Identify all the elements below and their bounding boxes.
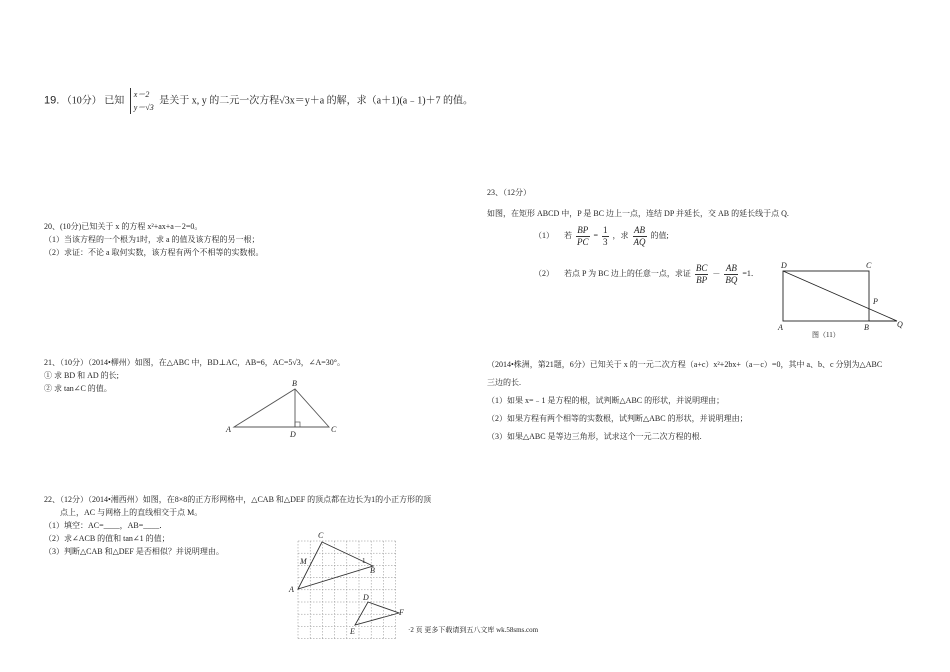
label-c: C xyxy=(331,425,337,434)
rect-label-c: C xyxy=(866,261,872,270)
rect-label-q: Q xyxy=(897,320,903,329)
part-2-text: 若点 P 为 BC 边上的任意一点，求证 xyxy=(564,269,691,278)
question-22-part-2: （2）求∠ACB 的值和 tan∠1 的值； xyxy=(44,534,170,543)
question-21-title: 21、（10分）（2014•柳州）如图，在△ABC 中，BD⊥AC，AB=6，AC=5√3，∠A=30°。 xyxy=(44,358,345,367)
question-22-title: 22、（12分）（2014•湘西州）如图，在8×8的正方形网格中，△CAB 和△DEF 的顶点都在边长为1的小正方形的顶 xyxy=(44,495,432,504)
question-22-title-cont: 点上，AC 与网格上的直线相交于点 M。 xyxy=(60,508,203,517)
question-24-part-2: （2）如果方程有两个相等的实数根，试判断△ABC 的形状，并说明理由； xyxy=(487,414,748,423)
grid-label-b: B xyxy=(370,566,375,575)
label-a: A xyxy=(226,425,231,434)
system-line-2: y＝√3 xyxy=(133,103,154,112)
part-1-mid: ，求 xyxy=(612,231,629,240)
fraction-ab-aq: $\frac{AB}{AQ}$ xyxy=(633,224,646,247)
question-22-part-1: （1）填空：AC=____，AB=____． xyxy=(44,521,168,530)
system-line-1: x＝2 xyxy=(133,90,150,99)
question-23-stem: 如图，在矩形 ABCD 中，P 是 BC 边上一点，连结 DP 并延长，交 AB 的延长线于点 Q. xyxy=(487,209,789,218)
question-19-score: （10分） xyxy=(61,95,102,107)
rect-label-a: A xyxy=(778,323,783,332)
question-20-part-1: （1）当该方程的一个根为1时，求 a 的值及该方程的另一根； xyxy=(44,235,260,244)
fraction-ab-bq: $\frac{AB}{BQ}$ xyxy=(725,262,738,285)
part-2-end: =1． xyxy=(742,269,759,278)
grid-label-d: D xyxy=(363,593,369,602)
question-24 xyxy=(487,356,882,446)
fraction-1-3: $\frac{1}{3}$ xyxy=(603,224,608,247)
question-19-text: 是关于 x, y 的二元一次方程√3x＝y＋a 的解，求（a＋1)(a﹣1)＋7 的值。 xyxy=(159,95,474,107)
rect-label-p: P xyxy=(873,297,878,306)
question-20-part-2: （2）求证：不论 a 取何实数，该方程有两个不相等的实数根。 xyxy=(44,248,264,257)
part-2-label: （2） xyxy=(534,269,554,278)
question-19-number: 19. xyxy=(44,94,60,107)
rect-label-d: D xyxy=(781,261,787,270)
part-1-label: （1） xyxy=(534,231,554,240)
question-24-title-cont: 三边的长. xyxy=(487,378,521,387)
question-20-title: 20、(10分)已知关于 x 的方程 x²+ax+a－2=0。 xyxy=(44,222,203,231)
fraction-bc-bp: $\frac{BC}{BP}$ xyxy=(695,262,708,285)
angle-1-label: 1 xyxy=(362,557,366,565)
label-d: D xyxy=(290,430,296,439)
equals-sign: = xyxy=(593,231,599,240)
question-23-title: 23、（12分） xyxy=(487,188,531,197)
part-1-if: 若 xyxy=(564,231,572,240)
part-1-end: 的值; xyxy=(650,231,669,240)
grid-label-e: E xyxy=(350,627,355,636)
label-b: B xyxy=(292,379,297,388)
figure-caption: 图（11） xyxy=(812,331,840,339)
page-footer: ·2 页 更多下载请到五八文库 wk.58sms.com xyxy=(408,626,539,634)
grid-label-f: F xyxy=(399,608,404,617)
question-24-part-1: （1）如果 x=﹣1 是方程的根，试判断△ABC 的形状，并说明理由； xyxy=(487,396,725,405)
grid-label-m: M xyxy=(300,557,307,566)
question-21-part-2: ② 求 tan∠C 的值。 xyxy=(44,384,112,393)
minus-sign: － xyxy=(712,269,721,278)
fraction-bp-pc: $\frac{BP}{PC}$ xyxy=(577,224,589,247)
question-22-part-3: （3）判断△CAB 和△DEF 是否相似？并说明理由。 xyxy=(44,547,224,556)
rect-label-b: B xyxy=(864,323,869,332)
question-24-part-3: （3）如果△ABC 是等边三角形，试求这个一元二次方程的根. xyxy=(487,432,702,441)
grid-label-a: A xyxy=(289,585,294,594)
grid-label-c: C xyxy=(318,531,324,540)
question-21-part-1: ① 求 BD 和 AD 的长; xyxy=(44,371,119,380)
question-19-lead: 已知 xyxy=(104,95,125,107)
question-24-title: （2014•株洲，第21题，6分）已知关于 x 的一元二次方程（a+c）x²+2bx+（a－c）=0，其中 a、b、c 分别为△ABC xyxy=(487,360,883,369)
